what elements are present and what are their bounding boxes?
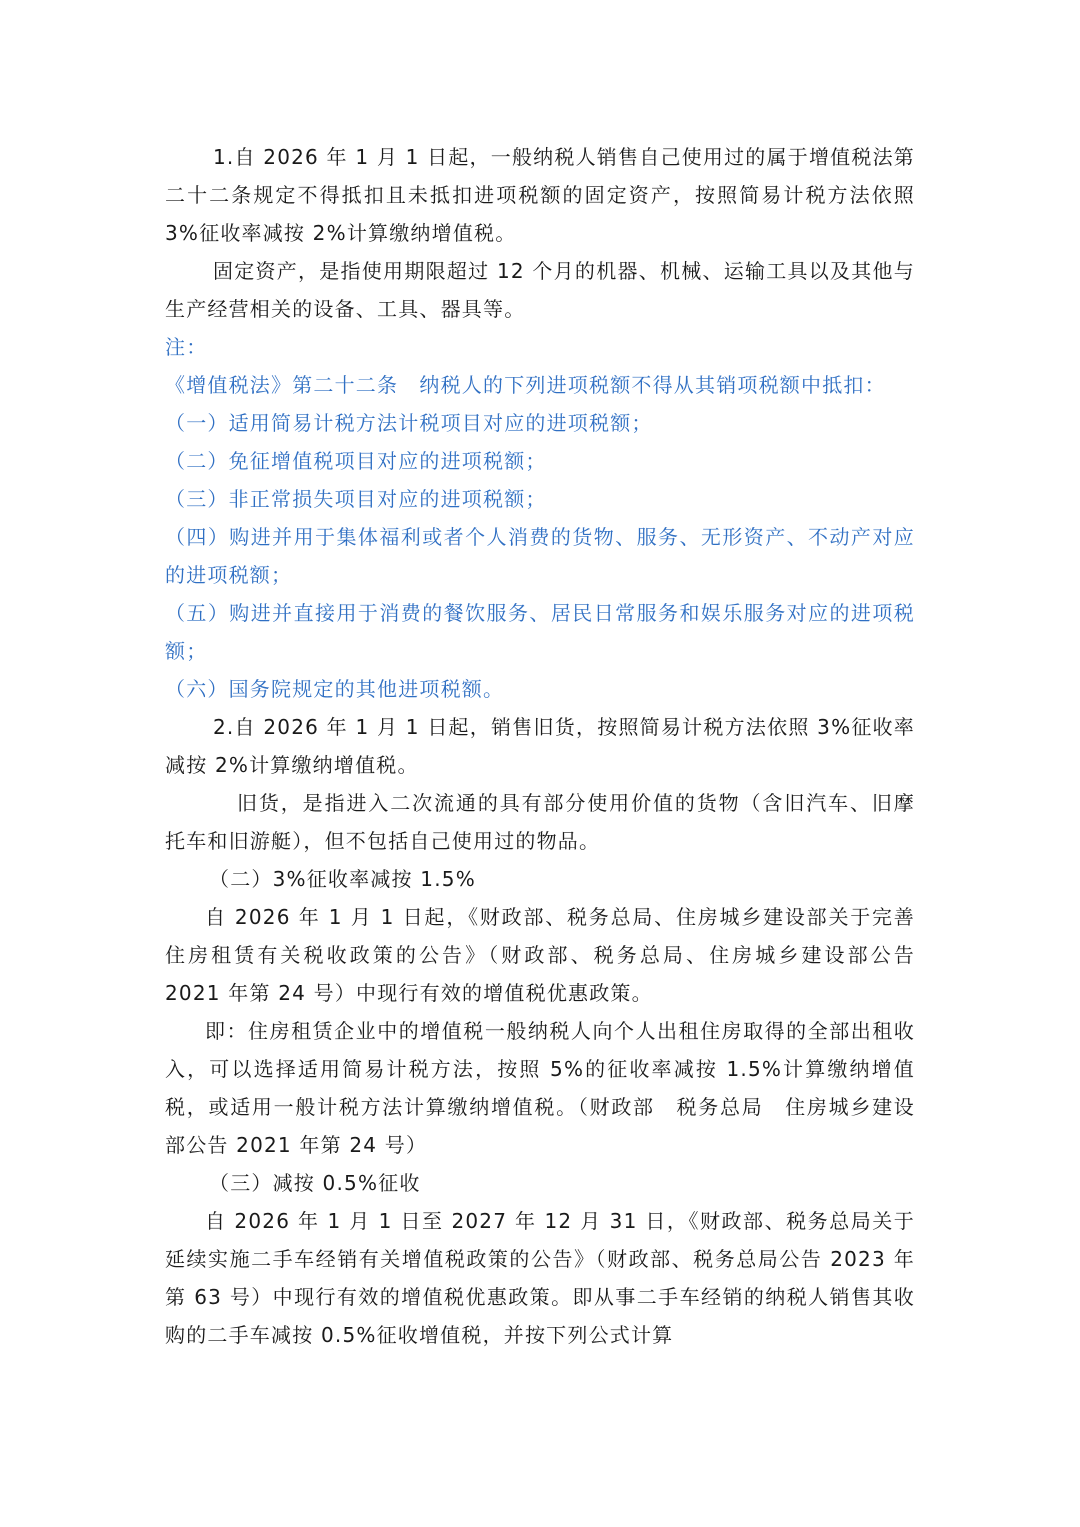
note-item-6: （六）国务院规定的其他进项税额。 <box>165 677 505 701</box>
paragraph-housing-rental-detail: 即：住房租赁企业中的增值税一般纳税人向个人出租住房取得的全部出租收入，可以选择适用简易计税方法，按照 5%的征收率减按 1.5%计算缴纳增值税，或适用一般计税方法计算缴纳增值税。（财政部 税务总局 住房城乡建设部公告 2021 年第 24 号） <box>165 1019 915 1157</box>
note-article-22: 《增值税法》第二十二条 纳税人的下列进项税额不得从其销项税额中抵扣： <box>165 373 886 397</box>
paragraph-used-goods-rule: 2.自 2026 年 1 月 1 日起，销售旧货，按照简易计税方法依照 3%征收率减按 2%计算缴纳增值税。 <box>165 715 915 777</box>
document-body <box>165 138 915 1354</box>
section-heading-1-5-percent: （二）3%征收率减按 1.5% <box>209 867 476 891</box>
paragraph-fixed-assets-definition: 固定资产，是指使用期限超过 12 个月的机器、机械、运输工具以及其他与生产经营相关的设备、工具、器具等。 <box>165 259 915 321</box>
note-item-5: （五）购进并直接用于消费的餐饮服务、居民日常服务和娱乐服务对应的进项税额； <box>165 601 915 663</box>
note-item-2: （二）免征增值税项目对应的进项税额； <box>165 449 547 473</box>
section-heading-0-5-percent: （三）减按 0.5%征收 <box>209 1171 421 1195</box>
note-label: 注： <box>165 335 208 359</box>
note-item-3: （三）非正常损失项目对应的进项税额； <box>165 487 547 511</box>
note-item-1: （一）适用简易计税方法计税项目对应的进项税额； <box>165 411 653 435</box>
note-item-4: （四）购进并用于集体福利或者个人消费的货物、服务、无形资产、不动产对应的进项税额； <box>165 525 915 587</box>
paragraph-used-car-policy: 自 2026 年 1 月 1 日至 2027 年 12 月 31 日，《财政部、税务总局关于延续实施二手车经销有关增值税政策的公告》（财政部、税务总局公告 2023 年第 63 号）中现行有效的增值税优惠政策。即从事二手车经销的纳税人销售其收购的二手车减按 0.5%征收增值税，并按下列公式计算 <box>165 1209 915 1347</box>
paragraph-fixed-assets-rule: 1.自 2026 年 1 月 1 日起，一般纳税人销售自己使用过的属于增值税法第二十二条规定不得抵扣且未抵扣进项税额的固定资产，按照简易计税方法依照 3%征收率减按 2%计算缴纳增值税。 <box>165 145 915 245</box>
paragraph-housing-rental-policy: 自 2026 年 1 月 1 日起，《财政部、税务总局、住房城乡建设部关于完善住房租赁有关税收政策的公告》（财政部、税务总局、住房城乡建设部公告 2021 年第 24 号）中现行有效的增值税优惠政策。 <box>165 905 915 1005</box>
paragraph-used-goods-definition: 旧货，是指进入二次流通的具有部分使用价值的货物（含旧汽车、旧摩托车和旧游艇），但不包括自己使用过的物品。 <box>165 791 915 853</box>
